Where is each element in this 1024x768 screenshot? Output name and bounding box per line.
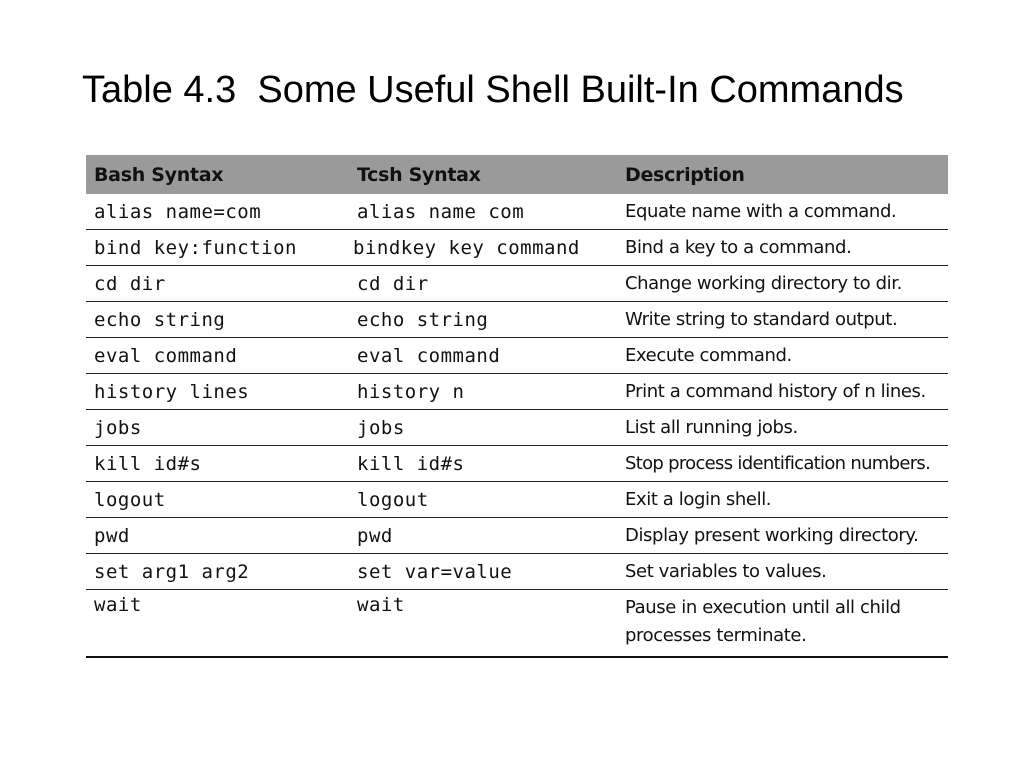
table-header [86, 155, 948, 194]
table-row [86, 482, 948, 518]
table-body [86, 194, 948, 657]
table-row [86, 446, 948, 482]
table-row [86, 554, 948, 590]
header-bash-syntax: Bash Syntax [86, 155, 349, 194]
description-cell: Stop process identification numbers. [617, 446, 948, 482]
description-cell: Bind a key to a command. [617, 230, 948, 266]
commands-table [86, 155, 948, 658]
bash-syntax-cell: history lines [86, 374, 349, 410]
bash-syntax-cell: cd dir [86, 266, 349, 302]
table-row [86, 518, 948, 554]
table-row [86, 590, 948, 658]
table-header-row [86, 155, 948, 194]
description-cell: Display present working directory. [617, 518, 948, 554]
description-cell: Pause in execution until all child processes terminate. [617, 590, 948, 658]
bash-syntax-cell: logout [86, 482, 349, 518]
description-cell: Print a command history of n lines. [617, 374, 948, 410]
slide-title: Table 4.3 Some Useful Shell Built-In Commands [82, 69, 904, 111]
table-row [86, 338, 948, 374]
description-cell: Change working directory to dir. [617, 266, 948, 302]
description-cell: List all running jobs. [617, 410, 948, 446]
tcsh-syntax-cell: cd dir [349, 266, 617, 302]
table-row [86, 410, 948, 446]
description-cell: Set variables to values. [617, 554, 948, 590]
table-row [86, 266, 948, 302]
tcsh-syntax-cell: set var=value [349, 554, 617, 590]
table-row [86, 194, 948, 230]
bash-syntax-cell: bind key:function [86, 230, 349, 266]
bash-syntax-cell: jobs [86, 410, 349, 446]
tcsh-syntax-cell: bindkey key command [349, 230, 617, 266]
description-cell: Write string to standard output. [617, 302, 948, 338]
tcsh-syntax-cell: history n [349, 374, 617, 410]
description-cell: Execute command. [617, 338, 948, 374]
tcsh-syntax-cell: logout [349, 482, 617, 518]
tcsh-syntax-cell: eval command [349, 338, 617, 374]
table-row [86, 230, 948, 266]
bash-syntax-cell: kill id#s [86, 446, 349, 482]
bash-syntax-cell: alias name=com [94, 200, 262, 223]
tcsh-syntax-cell: wait [349, 590, 617, 658]
bash-syntax-cell: echo string [86, 302, 349, 338]
bash-syntax-cell: wait [86, 590, 349, 658]
tcsh-syntax-cell: jobs [349, 410, 617, 446]
header-tcsh-syntax: Tcsh Syntax [349, 155, 617, 194]
description-cell: Equate name with a command. [625, 200, 897, 222]
bash-syntax-cell: pwd [86, 518, 349, 554]
tcsh-syntax-cell: echo string [349, 302, 617, 338]
description-cell: Exit a login shell. [617, 482, 948, 518]
bash-syntax-cell: set arg1 arg2 [86, 554, 349, 590]
tcsh-syntax-cell: kill id#s [349, 446, 617, 482]
bash-syntax-cell: eval command [86, 338, 349, 374]
tcsh-syntax-cell: pwd [349, 518, 617, 554]
table-row [86, 374, 948, 410]
tcsh-syntax-cell: alias name com [357, 200, 525, 223]
header-description: Description [617, 155, 948, 194]
table-row [86, 302, 948, 338]
